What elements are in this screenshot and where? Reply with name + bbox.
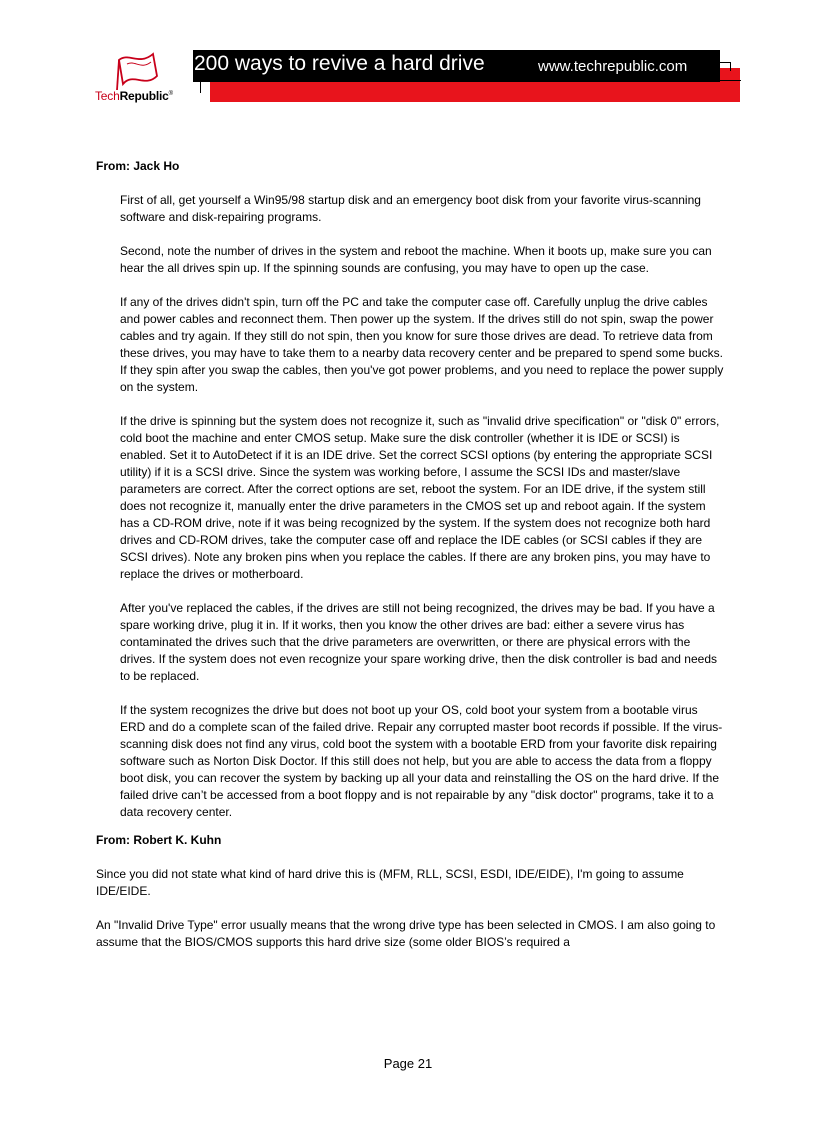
paragraph: Since you did not state what kind of hard drive this is (MFM, RLL, SCSI, ESDI, IDE/EIDE), I'm going to assume IDE/EIDE.: [96, 867, 684, 898]
flag-logo-icon: [113, 50, 167, 90]
logo-trademark: ®: [168, 91, 173, 97]
paragraph: An "Invalid Drive Type" error usually means that the wrong drive type has been selected in CMOS. I am also going to assume that the BIOS/CMOS supports this hard drive size (some older BIOS’s required a: [96, 918, 716, 949]
paragraph: If the system recognizes the drive but does not boot up your OS, cold boot your system from a bootable virus ERD and do a complete scan of the failed drive. Repair any corrupted master boot records if possible. If the virus-scanning disk does not find any virus, cold boot the system with a bootable ERD from your favorite disk repairing software such as Norton Disk Doctor. If this still does not help, but you are able to access the data from a floppy boot disk, you can recover the system by backing up all your data and reinstalling the OS on the hard drive. If the failed drive can’t be accessed from a boot floppy and is not repairable by any "disk doctor" programs, take it to a data recovery center.: [120, 703, 723, 819]
logo-wordmark: [95, 89, 173, 103]
paragraph: First of all, get yourself a Win95/98 startup disk and an emergency boot disk from your favorite virus-scanning software and disk-repairing programs.: [120, 193, 701, 224]
paragraph: Second, note the number of drives in the system and reboot the machine. When it boots up, make sure you can hear the all drives spin up. If the spinning sounds are confusing, you may have to open up the case.: [120, 244, 712, 275]
document-body: [96, 158, 724, 968]
techrepublic-logo: [95, 50, 187, 106]
author-heading: From: Jack Ho: [96, 159, 180, 173]
paragraph: After you've replaced the cables, if the drives are still not being recognized, the drives may be bad. If you have a spare working drive, plug it in. If it works, then you know the other drives are bad: either a severe virus has contaminated the drives such that the drive parameters are overwritten, or there are physical errors with the drives. If the system does not even recognize your spare working drive, then the disk controller is bad and needs to be replaced.: [120, 601, 717, 683]
banner-corner: [720, 62, 731, 71]
page-number: Page 21: [383, 1056, 433, 1071]
author-heading: From: Robert K. Kuhn: [96, 833, 222, 847]
response-block: [120, 192, 724, 821]
paragraph: If any of the drives didn't spin, turn off the PC and take the computer case off. Carefully unplug the drive cables and power cables and reconnect them. Then power up the system. If the drives still do not spin, swap the power cables and try again. If they still do not spin, then you know for sure those drives are dead. To retrieve data from these drives, you may have to take them to a nearby data recovery center and be prepared to spend some bucks. If they spin after you swap the cables, then you've got power problems, and you need to replace the power supply on the system.: [120, 295, 724, 394]
site-url: www.techrepublic.com: [538, 58, 688, 75]
document-title: 200 ways to revive a hard drive: [194, 52, 485, 75]
logo-republic-text: Republic: [119, 89, 169, 103]
logo-tech-text: Tech: [95, 89, 120, 103]
paragraph: If the drive is spinning but the system does not recognize it, such as "invalid drive specification" or "disk 0" errors, cold boot the machine and enter CMOS setup. Make sure the disk controller (whether it is IDE or SCSI) is enabled. Set it to AutoDetect if it is an IDE drive. Set the correct SCSI options (by entering the appropriate SCSI utility) if it is a SCSI drive. Since the system was working before, I assume the SCSI IDs and master/slave parameters are correct. After the correct options are set, reboot the system. For an IDE drive, if the system still does not recognize it, manually enter the drive parameters in the CMOS set up and reboot again. If the system has a CD-ROM drive, note if it was being recognized by the system. If the system does not recognize both hard drives and CD-ROM drives, take the computer case off and replace the IDE cables (or SCSI cables if they are SCSI drives). Note any broken pins when you replace the cables. If there are any broken pins, you may have to replace the drives or motherboard.: [120, 414, 720, 581]
